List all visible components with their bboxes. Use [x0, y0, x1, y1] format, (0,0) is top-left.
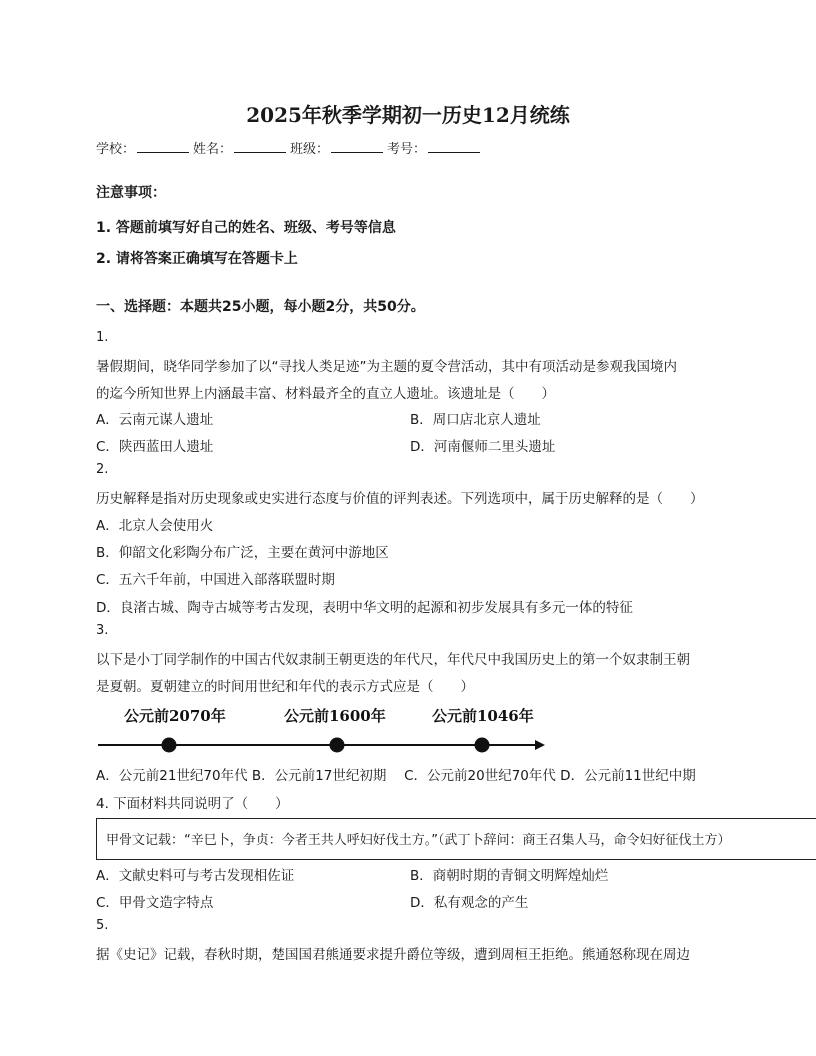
option-b[interactable]: B．商朝时期的青铜文明辉煌灿烂 [410, 868, 609, 884]
option-b[interactable]: B．仰韶文化彩陶分布广泛，主要在黄河中游地区 [96, 545, 389, 561]
school-blank[interactable] [137, 140, 189, 153]
timeline-label: 公元前1046年 [432, 707, 534, 725]
name-label: 姓名： [193, 142, 233, 157]
class-blank[interactable] [331, 140, 383, 153]
student-info-line [96, 138, 484, 157]
notice-item: 1. 答题前填写好自己的姓名、班级、考号等信息 [96, 220, 396, 236]
timeline-figure [90, 700, 560, 760]
timeline-label: 公元前2070年 [124, 707, 226, 725]
timeline-arrow [535, 740, 545, 750]
timeline-dot [330, 738, 345, 753]
option-a[interactable]: A．文献史料可与考古发现相佐证 [96, 868, 295, 884]
question-text: 4. 下面材料共同说明了（ ） [96, 796, 289, 812]
option-a[interactable]: A．云南元谋人遗址 [96, 412, 214, 428]
timeline-dot [475, 738, 490, 753]
notice-heading: 注意事项： [96, 185, 166, 201]
question-text: 历史解释是指对历史现象或史实进行态度与价值的评判表述。下列选项中，属于历史解释的是（ ） [96, 491, 704, 507]
question-number: 3. [96, 623, 109, 638]
option-d[interactable]: D．私有观念的产生 [410, 895, 529, 911]
option-c[interactable]: C．陕西蓝田人遗址 [96, 439, 214, 455]
question-number: 1. [96, 330, 109, 345]
notice-item: 2. 请将答案正确填写在答题卡上 [96, 251, 298, 267]
material-box [96, 818, 816, 860]
question-number: 5. [96, 918, 109, 933]
timeline-dot [162, 738, 177, 753]
school-label: 学校： [96, 142, 136, 157]
page-title: 2025年秋季学期初一历史12月统练 [246, 103, 570, 127]
section-heading: 一、选择题：本题共25小题，每小题2分，共50分。 [96, 299, 425, 315]
class-label: 班级： [290, 142, 330, 157]
material-text: 甲骨文记载：“辛巳卜，争贞：今者王共人呼妇好伐土方。”（武丁卜辞问：商王召集人马，命令妇好征伐土方） [106, 833, 731, 848]
exam-no-label: 考号： [387, 142, 427, 157]
question-text: 暑假期间，晓华同学参加了以“寻找人类足迹”为主题的夏令营活动，其中有项活动是参观我国境内 [96, 359, 677, 375]
option-c[interactable]: C．甲骨文造字特点 [96, 895, 214, 911]
question-number: 2. [96, 462, 109, 477]
option-a[interactable]: A．北京人会使用火 [96, 518, 214, 534]
name-blank[interactable] [234, 140, 286, 153]
question-text: 以下是小丁同学制作的中国古代奴隶制王朝更迭的年代尺，年代尺中我国历史上的第一个奴隶制王朝 [96, 652, 690, 668]
question-text: 的迄今所知世界上内涵最丰富、材料最齐全的直立人遗址。该遗址是（ ） [96, 386, 555, 402]
exam-no-blank[interactable] [428, 140, 480, 153]
options-line[interactable]: A．公元前21世纪70年代 B．公元前17世纪初期 C．公元前20世纪70年代 D．公元前11世纪中期 [96, 768, 696, 784]
question-text: 是夏朝。夏朝建立的时间用世纪和年代的表示方式应是（ ） [96, 679, 474, 695]
question-text: 据《史记》记载，春秋时期，楚国国君熊通要求提升爵位等级，遭到周桓王拒绝。熊通怒称现在周边 [96, 947, 690, 963]
option-d[interactable]: D．河南偃师二里头遗址 [410, 439, 556, 455]
option-c[interactable]: C．五六千年前，中国进入部落联盟时期 [96, 572, 335, 588]
option-b[interactable]: B．周口店北京人遗址 [410, 412, 541, 428]
option-d[interactable]: D．良渚古城、陶寺古城等考古发现，表明中华文明的起源和初步发展具有多元一体的特征 [96, 600, 633, 616]
timeline-label: 公元前1600年 [284, 707, 386, 725]
